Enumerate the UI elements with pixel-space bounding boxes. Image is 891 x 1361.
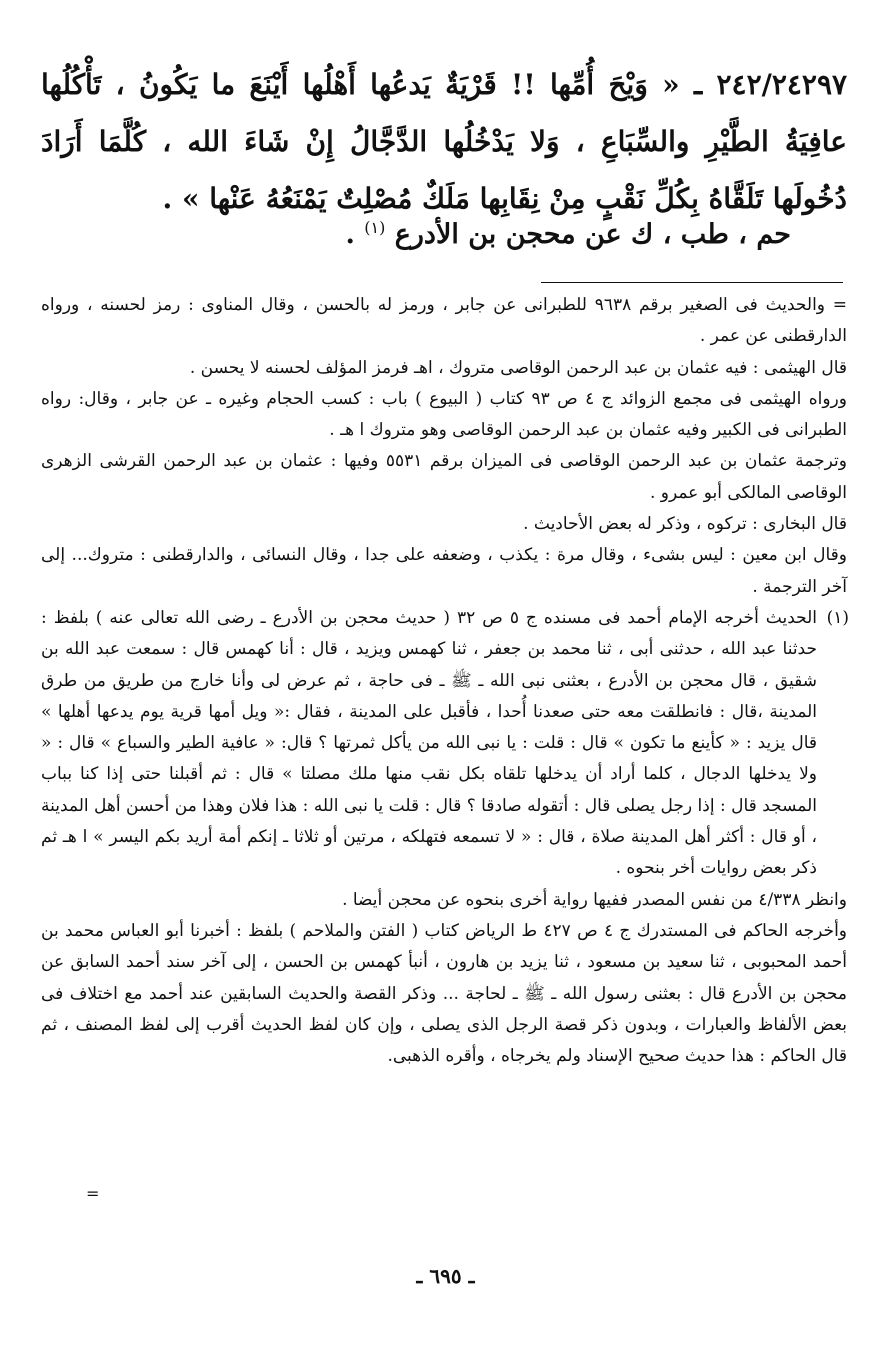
note-paragraph: ورواه الهيثمى فى مجمع الزوائد ج ٤ ص ٩٣ كتاب ( البيوع ) باب : كسب الحجام وغيره ـ عن جابر ، وقال: رواه الطبرانى فى الكبير وفيه عثمان بن عبد الرحمن الوقاصى وهو متروك ا هـ . bbox=[41, 388, 847, 441]
hadith-body: « وَيْحَ أُمِّها !! قَرْيَةٌ يَدعُها أَهْلُها أَيْنَعَ ما يَكُونُ ، تَأْكُلُها عافِيَةُ الطَّيْرِ والسِّبَاعِ ، وَلا يَدْخُلُها الدَّجَّالُ إِنْ شَاءَ الله ، كُلَّمَا أَرَادَ دُخُولَها تَلَقَّاهُ بِكُلِّ نَقْبٍ مِنْ نِقَابِها مَلَكٌ مُصْلِتٌ يَمْنَعُهُ عَنْها » . bbox=[41, 68, 847, 215]
continued-mark: = bbox=[86, 1184, 100, 1203]
footnote-paragraph: الحديث أخرجه الإمام أحمد فى مسنده ج ٥ ص ٣٢ ( حديث محجن بن الأدرع ـ رضى الله تعالى عنه ) بلفظ : حدثنا عبد الله ، حدثنى أبى ، ثنا محمد بن جعفر ، ثنا كهمس ويزيد ، قال : أنا كهمس قال : سمعت عبد الله بن شقيق ، قال محجن بن الأدرع ، بعثنى نبى الله ـ ﷺ ـ فى حاجة ، ثم عرض لى وأنا خارج من طريق من طرق المدينة ،قال : فانطلقت معه حتى صعدنا أُحدا ، فأقبل على المدينة ، فقال :« ويل أمها قرية يوم يدعها أهلها » قال يزيد : « كأينع ما تكون » قال : قلت : يا نبى الله من يأكل ثمرتها ؟ قال: « عافية الطير والسباع » قال : « ولا يدخلها الدجال ، كلما أراد أن يدخلها تلقاه بكل نقب منها ملك مصلتا » قال : ثم أقبلنا حتى إذا كنا بباب المسجد قال : إذا رجل يصلى قال : أتقوله صادقا ؟ قال : قلت يا نبى الله : هذا فلان وهذا من أحسن أهل المدينة ، أو قال : أكثر أهل المدينة صلاة ، قال : « لا تسمعه فتهلكه ، مرتين أو ثلاثا ـ إنكم أمة أريد بكم اليسر » ا هـ ثم ذكر بعض روايات أخر بنحوه . bbox=[41, 607, 817, 879]
sources-text: حم ، طب ، ك عن محجن بن الأدرع bbox=[394, 219, 791, 250]
footnote-number: (١) bbox=[826, 607, 849, 628]
page-number: ـ ٦٩٥ ـ bbox=[416, 1264, 475, 1288]
hadith-number: ٢٤٢/٢٤٢٩٧ ـ bbox=[693, 68, 848, 101]
hadith-text bbox=[41, 56, 847, 227]
footnotes bbox=[41, 290, 847, 1072]
footnote-divider bbox=[541, 282, 843, 283]
note-paragraph: وقال ابن معين : ليس بشىء ، وقال مرة : يكذب ، وضعفه على جدا ، وقال النسائى ، والدارقطنى : متروك... إلى آخر الترجمة . bbox=[41, 545, 847, 597]
footnote-paragraph: وأخرجه الحاكم فى المستدرك ج ٤ ص ٤٢٧ ط الرياض كتاب ( الفتن والملاحم ) بلفظ : أخبرنا أبو العباس محمد بن أحمد المحبوبى ، ثنا سعيد بن مسعود ، ثنا يزيد بن هارون ، أنبأ كهمس بن الحسن ، إلى آخر سند أحمد السابق عن محجن بن الأدرع قال : بعثنى رسول الله ـ ﷺ ـ لحاجة ... وذكر القصة والحديث السابقين عند أحمد مع اختلاف فى بعض الألفاظ والعبارات ، وبدون ذكر قصة الرجل الذى يصلى ، وإن كان لفظ الحديث أقرب إلى لفظ المصنف ، ثم قال الحاكم : هذا حديث صحيح الإسناد ولم يخرجاه ، وأقره الذهبى. bbox=[41, 920, 847, 1067]
hadith-sources bbox=[91, 210, 791, 260]
footnote-body bbox=[41, 603, 817, 885]
note-paragraph: قال البخارى : تركوه ، وذكر له بعض الأحاديث . bbox=[523, 514, 847, 535]
note-paragraph: = والحديث فى الصغير برقم ٩٦٣٨ للطبرانى عن جابر ، ورمز له بالحسن ، وقال المناوى : رمز لحسنه ، ورواه الدارقطنى عن عمر . bbox=[41, 295, 848, 347]
sources-end-mark: . bbox=[345, 219, 355, 250]
note-paragraph: قال الهيثمى : فيه عثمان بن عبد الرحمن الوقاصى متروك ، اهـ فرمز المؤلف لحسنه لا يحسن . bbox=[189, 357, 847, 378]
footnote-reference: (١) bbox=[364, 218, 386, 237]
footnote-paragraph: وانظر ٤/٣٣٨ من نفس المصدر ففيها رواية أخرى بنحوه عن محجن أيضا . bbox=[342, 889, 847, 910]
footnote-1 bbox=[41, 603, 847, 885]
note-paragraph: وترجمة عثمان بن عبد الرحمن الوقاصى فى الميزان برقم ٥٥٣١ وفيها : عثمان بن عبد الرحمن القرشى الزهرى الوقاصى المالكى أبو عمرو . bbox=[41, 451, 847, 503]
